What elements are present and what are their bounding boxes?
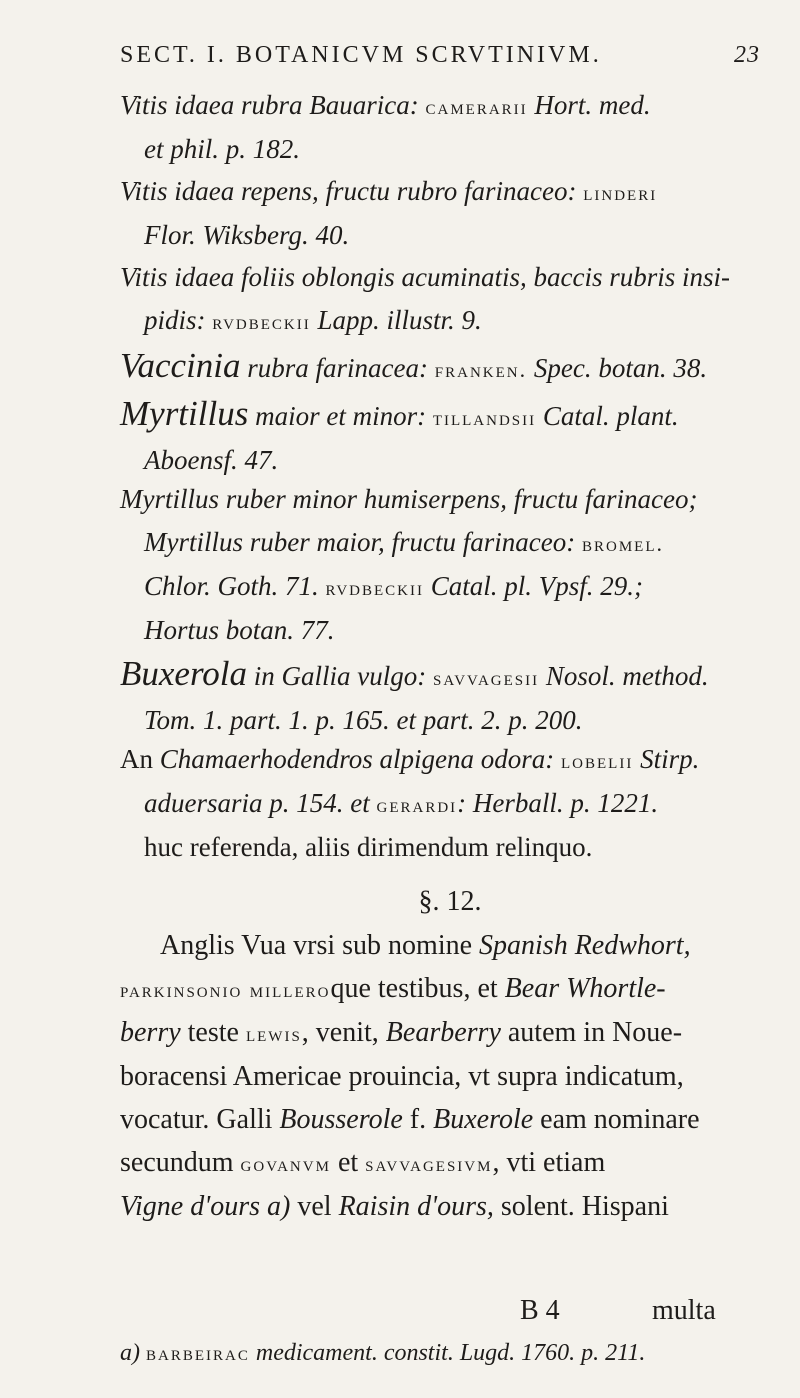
entry-prefix: An <box>120 744 153 774</box>
entry-title: Chamaerhodendros alpigena odora: <box>159 744 555 774</box>
plant-name: Bousserole <box>279 1104 403 1135</box>
reference: Catal. pl. Vpsf. 29.; <box>430 571 644 601</box>
entry-title: Vitis idaea foliis oblongis acuminatis, baccis rubris insi- <box>120 262 731 292</box>
plant-name: berry <box>120 1017 181 1048</box>
author-name: franken. <box>434 357 528 382</box>
author-name: barbeirac <box>146 1340 250 1365</box>
author-name: savvagesivm <box>365 1151 493 1176</box>
footnote-text: medicament. constit. Lugd. 1760. p. 211. <box>255 1340 646 1366</box>
signature-mark: B 4 <box>520 1295 560 1326</box>
entry-title: in Gallia vulgo: <box>253 661 427 691</box>
synonym-entry-8 <box>120 738 780 869</box>
reference: Stirp. <box>640 744 700 774</box>
reference-cont: et phil. p. 182. <box>144 134 300 164</box>
catchword: multa <box>652 1295 716 1326</box>
author-name: camerarii <box>425 94 528 119</box>
synonym-entry-5 <box>120 392 780 482</box>
text: que testibus, et <box>330 973 498 1004</box>
running-header <box>120 42 760 69</box>
author-name: rvdbeckii <box>212 309 311 334</box>
lead-word: Myrtillus <box>120 394 249 433</box>
synonym-entry-2 <box>120 170 780 257</box>
entry-title-cont: Myrtillus ruber maior, fructu farinaceo: <box>144 527 576 557</box>
text: Anglis Vua vrsi sub nomine <box>160 930 473 961</box>
footnote <box>120 1340 800 1367</box>
synonym-entry-3 <box>120 256 780 343</box>
author-name: bromel. <box>581 531 664 556</box>
text: secundum <box>120 1147 234 1178</box>
text: , venit, <box>301 1017 379 1048</box>
reference: Lapp. illustr. 9. <box>317 305 482 335</box>
text: solent. Hispani <box>500 1191 669 1222</box>
author-name: lobelii <box>561 748 634 773</box>
text: boracensi Americae prouincia, vt supra indicatum, <box>120 1061 684 1092</box>
author-name: rvdbeckii <box>325 575 424 600</box>
reference: aduersaria p. 154. et <box>144 788 370 818</box>
synonym-entry-4 <box>120 344 780 391</box>
text: , vti etiam <box>492 1147 606 1178</box>
body-paragraph <box>120 924 780 1228</box>
entry-title: Vitis idaea repens, fructu rubro farinaceo: <box>120 176 577 206</box>
author-name: gerardi <box>376 792 458 817</box>
entry-title: maior et minor: <box>255 401 427 431</box>
running-title: SECT. I. BOTANICVM SCRVTINIVM. <box>120 42 602 68</box>
reference: Hort. med. <box>534 90 651 120</box>
section-mark: §. 12. <box>418 886 482 917</box>
author-name: linderi <box>583 180 658 205</box>
reference: Nosol. method. <box>545 661 709 691</box>
reference-cont: Hortus botan. 77. <box>144 615 335 645</box>
author-name: parkinsonio millero <box>120 977 331 1002</box>
reference-cont: Flor. Wiksberg. 40. <box>144 220 350 250</box>
entry-title: Myrtillus ruber minor humiserpens, fructu farinaceo; <box>120 484 698 514</box>
plant-name: Vigne d'ours a) <box>120 1191 291 1222</box>
reference-cont: Tom. 1. part. 1. p. 165. et part. 2. p. 200. <box>144 705 583 735</box>
synonym-entry-1 <box>120 84 780 171</box>
plant-name: Buxerole <box>433 1104 534 1135</box>
reference: Catal. plant. <box>542 401 679 431</box>
lead-word: Vaccinia <box>120 346 241 385</box>
entry-title-cont: pidis: <box>144 305 206 335</box>
lead-word: Buxerola <box>120 654 247 693</box>
text: vel <box>297 1191 332 1222</box>
text: vocatur. Galli <box>120 1104 273 1135</box>
text: autem in Noue- <box>507 1017 683 1048</box>
entry-title: rubra farinacea: <box>247 353 429 383</box>
author-name: tillandsii <box>432 405 537 430</box>
author-name: govanvm <box>240 1151 331 1176</box>
text: teste <box>187 1017 239 1048</box>
reference: Spec. botan. 38. <box>533 353 708 383</box>
reference: Chlor. Goth. 71. <box>144 571 319 601</box>
author-name: savvagesii <box>432 665 540 690</box>
plant-name: Bear Whortle- <box>504 973 666 1004</box>
entry-title: Vitis idaea rubra Bauarica: <box>120 90 419 120</box>
page-number: 23 <box>734 42 760 68</box>
synonym-entry-6 <box>120 478 780 652</box>
plant-name: Bearberry <box>385 1017 501 1048</box>
entry-remark: huc referenda, aliis dirimendum relinquo. <box>144 832 593 862</box>
plant-name: Spanish Redwhort, <box>479 930 691 961</box>
author-name: lewis <box>245 1021 302 1046</box>
reference-cont: Aboensf. 47. <box>144 445 279 475</box>
synonym-entry-7 <box>120 652 780 742</box>
reference: : Herball. p. 1221. <box>457 788 659 818</box>
text: eam nominare <box>540 1104 700 1135</box>
text: et <box>337 1147 359 1178</box>
footnote-mark: a) <box>120 1340 140 1366</box>
plant-name: Raisin d'ours, <box>338 1191 494 1222</box>
text: f. <box>409 1104 427 1135</box>
